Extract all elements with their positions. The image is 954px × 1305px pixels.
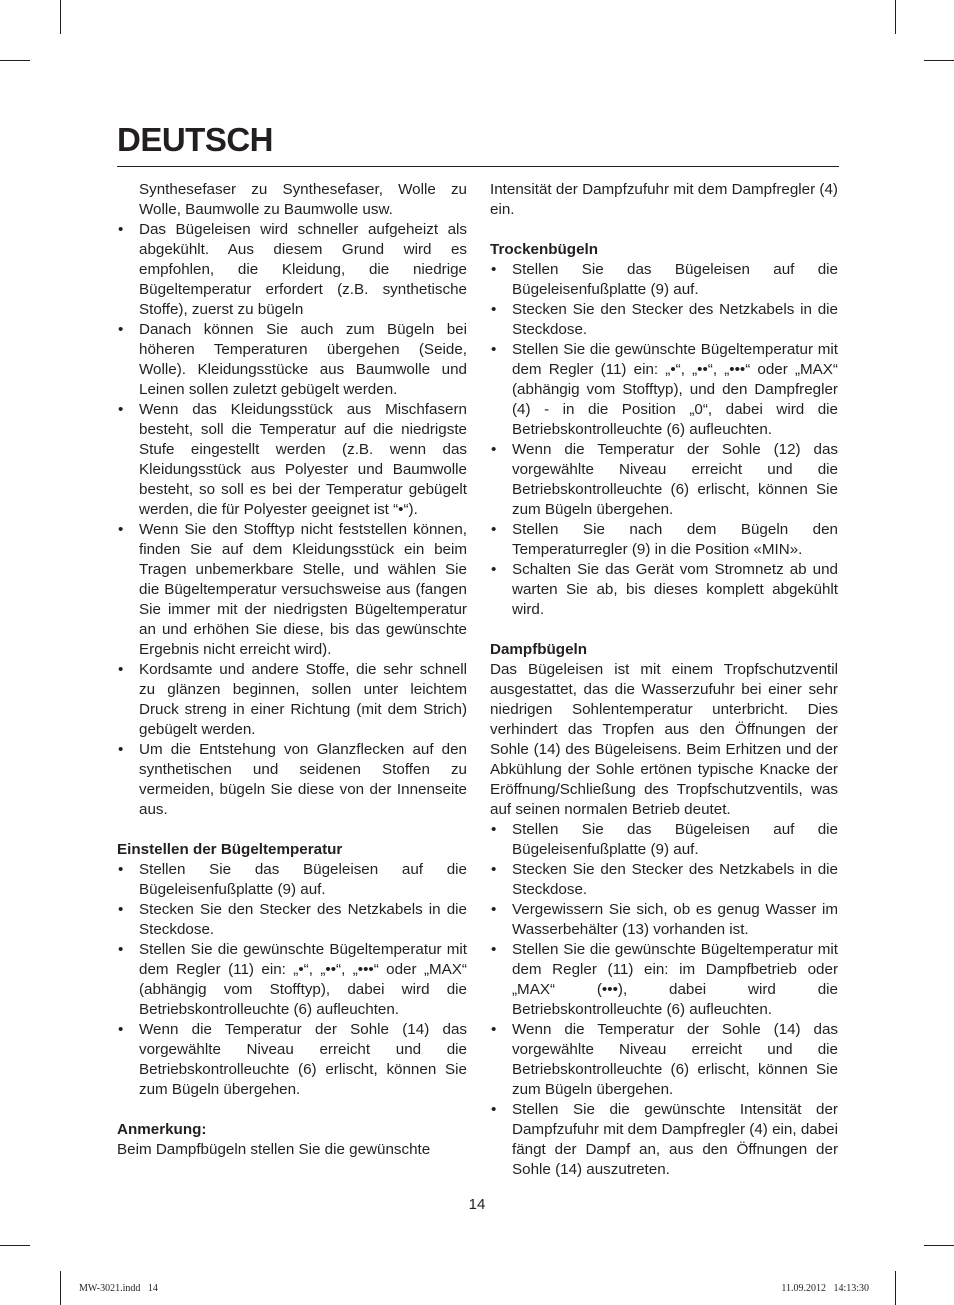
list-item: • Stellen Sie die gewünschte Bügeltemperatur mit dem Regler (11) ein: „•“, „••“, „•••“ oder „MAX“ (abhängig vom Stofftyp), dabei wird die Betriebskontrolleuchte (6) aufleuchten.	[117, 940, 467, 1020]
print-slug-date: 11.09.2012 14:13:30	[781, 1283, 869, 1294]
intro-bullet-list	[117, 220, 467, 820]
list-item: • Stellen Sie nach dem Bügeln den Temperaturregler (9) in die Position «MIN».	[490, 520, 838, 560]
dry-ironing-bullet-list	[490, 260, 838, 620]
right-column	[490, 180, 838, 1180]
list-item: • Stellen Sie die gewünschte Bügeltemperatur mit dem Regler (11) ein: „•“, „••“, „•••“ oder „MAX“ (abhängig vom Stofftyp), und den Dampfregler (4) - in die Position „0“, dabei wird die Betriebskontrolleuchte (6) aufleuchten.	[490, 340, 838, 440]
list-item: • Wenn das Kleidungsstück aus Mischfasern besteht, soll die Temperatur auf die niedrigste Stufe eingestellt werden (z.B. wenn das Kleidungsstück aus Polyester und Baumwolle besteht, so soll es bei der Temperatur gebügelt werden, die für Polyester geeignet ist “•“).	[117, 400, 467, 520]
list-item: • Stecken Sie den Stecker des Netzkabels in die Steckdose.	[490, 300, 838, 340]
crop-mark-top-right-h	[924, 60, 954, 61]
list-item: • Kordsamte und andere Stoffe, die sehr schnell zu glänzen beginnen, sollen unter leichtem Druck streng in einer Richtung (mit dem Strich) gebügelt werden.	[117, 660, 467, 740]
crop-mark-top-right	[895, 0, 896, 34]
crop-mark-bottom-left-h	[0, 1245, 30, 1246]
list-item: • Stecken Sie den Stecker des Netzkabels in die Steckdose.	[490, 860, 838, 900]
list-item: • Um die Entstehung von Glanzflecken auf den synthetischen und seidenen Stoffen zu vermeiden, bügeln Sie diese von der Innenseite aus.	[117, 740, 467, 820]
print-slug-file: MW-3021.indd 14	[79, 1283, 158, 1294]
list-item: • Stellen Sie das Bügeleisen auf die Bügeleisenfußplatte (9) auf.	[490, 820, 838, 860]
list-item: • Stellen Sie das Bügeleisen auf die Bügeleisenfußplatte (9) auf.	[490, 260, 838, 300]
intro-continuation: Synthesefaser zu Synthesefaser, Wolle zu Wolle, Baumwolle zu Baumwolle usw.	[139, 181, 467, 218]
list-item: • Wenn die Temperatur der Sohle (14) das vorgewählte Niveau erreicht und die Betriebskontrolleuchte (6) erlischt, können Sie zum Bügeln übergehen.	[117, 1020, 467, 1100]
section-heading-dry-ironing: Trockenbügeln	[490, 241, 599, 258]
spacer	[117, 820, 467, 840]
list-item: • Stecken Sie den Stecker des Netzkabels in die Steckdose.	[117, 900, 467, 940]
section-heading-temperature: Einstellen der Bügeltemperatur	[117, 841, 343, 858]
list-item: • Vergewissern Sie sich, ob es genug Wasser im Wasserbehälter (13) vorhanden ist.	[490, 900, 838, 940]
list-item: • Danach können Sie auch zum Bügeln bei höheren Temperaturen übergehen (Seide, Wolle). Kleidungsstücke aus Baumwolle und Leinen sollen zuletzt gebügelt werden.	[117, 320, 467, 400]
page-number: 14	[468, 1196, 486, 1213]
crop-mark-bottom-right	[895, 1271, 896, 1305]
list-item: • Wenn die Temperatur der Sohle (14) das vorgewählte Niveau erreicht und die Betriebskontrolleuchte (6) erlischt, können Sie zum Bügeln übergehen.	[490, 1020, 838, 1100]
page-title: DEUTSCH	[117, 121, 274, 158]
list-item: • Das Bügeleisen wird schneller aufgeheizt als abgekühlt. Aus diesem Grund wird es empfohlen, die Kleidung, die niedrige Bügeltemperatur erfordert (z.B. synthetische Stoffe), zuerst zu bügeln	[117, 220, 467, 320]
list-item: • Wenn Sie den Stofftyp nicht feststellen können, finden Sie auf dem Kleidungsstück ein beim Tragen unbemerkbare Stelle, und wählen Sie die Bügeltemperatur versuchsweise aus (fangen Sie immer mit der niedrigsten Bügeltemperatur an und erhöhen Sie diese, bis das gewünschte Ergebnis nicht erreicht wird).	[117, 520, 467, 660]
section-heading-note: Anmerkung:	[117, 1121, 207, 1138]
title-rule	[117, 166, 839, 167]
left-column	[117, 180, 467, 1160]
note-continuation: Intensität der Dampfzufuhr mit dem Dampfregler (4) ein.	[490, 181, 838, 218]
crop-mark-bottom-left	[60, 1271, 61, 1305]
crop-mark-bottom-right-h	[924, 1245, 954, 1246]
crop-mark-top-left-h	[0, 60, 30, 61]
list-item: • Stellen Sie das Bügeleisen auf die Bügeleisenfußplatte (9) auf.	[117, 860, 467, 900]
spacer	[117, 1100, 467, 1120]
steam-intro: Das Bügeleisen ist mit einem Tropfschutzventil ausgestattet, das die Wasserzufuhr bei einer sehr niedrigen Sohlentemperatur unterbricht. Dies verhindert das Tropfen aus den Öffnungen der Sohle (14) des Bügeleisens. Beim Erhitzen und der Abkühlung der Sohle ertönen typische Knacke der Eröffnung/Schließung des Tropfschutzventils, was auf seinen normalen Betrieb deutet.	[490, 661, 838, 818]
list-item: • Wenn die Temperatur der Sohle (12) das vorgewählte Niveau erreicht und die Betriebskontrolleuchte (6) erlischt, können Sie zum Bügeln übergehen.	[490, 440, 838, 520]
steam-ironing-bullet-list	[490, 820, 838, 1180]
section-heading-steam-ironing: Dampfbügeln	[490, 641, 588, 658]
note-text: Beim Dampfbügeln stellen Sie die gewünschte	[117, 1141, 431, 1158]
list-item: • Stellen Sie die gewünschte Bügeltemperatur mit dem Regler (11) ein: im Dampfbetrieb oder „MAX“ (•••), dabei wird die Betriebskontrolleuchte (6) aufleuchten.	[490, 940, 838, 1020]
list-item: • Stellen Sie die gewünschte Intensität der Dampfzufuhr mit dem Dampfregler (4) ein, dabei fängt der Dampf an, aus den Öffnungen der Sohle (14) auszutreten.	[490, 1100, 838, 1180]
temperature-bullet-list	[117, 860, 467, 1100]
list-item: • Schalten Sie das Gerät vom Stromnetz ab und warten Sie ab, bis dieses komplett abgekühlt wird.	[490, 560, 838, 620]
crop-mark-top-left	[60, 0, 61, 34]
spacer	[490, 620, 838, 640]
spacer	[490, 220, 838, 240]
